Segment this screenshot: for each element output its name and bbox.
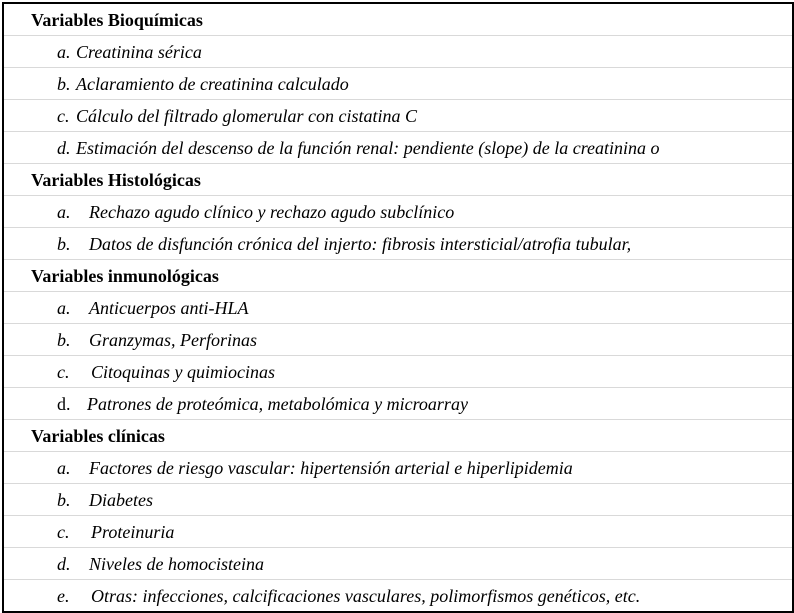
item-marker: a.: [57, 458, 71, 478]
list-item: [4, 516, 792, 548]
list-item: [4, 100, 792, 132]
list-item: [4, 36, 792, 68]
item-text: Datos de disfunción crónica del injerto: fibrosis intersticial/atrofia tubular,: [89, 234, 632, 254]
list-item: [4, 228, 792, 260]
item-text: Rechazo agudo clínico y rechazo agudo subclínico: [89, 202, 455, 222]
item-marker: a.: [57, 202, 71, 222]
item-text: Granzymas, Perforinas: [89, 330, 258, 350]
item-marker: b.: [57, 490, 71, 510]
section-heading-bioquimicas: Variables Bioquímicas: [4, 4, 792, 36]
item-marker: c.: [57, 522, 70, 542]
item-marker: b.: [57, 234, 71, 254]
item-marker: c.: [57, 362, 70, 382]
item-marker: a.: [57, 298, 71, 318]
item-marker: a.: [57, 42, 71, 62]
list-item: [4, 452, 792, 484]
list-item: [4, 356, 792, 388]
item-marker: b.: [57, 330, 71, 350]
list-item: [4, 484, 792, 516]
item-text: Cálculo del filtrado glomerular con cistatina C: [76, 106, 417, 126]
item-text: Creatinina sérica: [76, 42, 202, 62]
section-heading-histologicas: Variables Histológicas: [4, 164, 792, 196]
list-item: [4, 580, 792, 612]
list-item: [4, 548, 792, 580]
item-marker: d.: [57, 554, 71, 574]
list-item: [4, 388, 792, 420]
section-heading-inmunologicas: Variables inmunológicas: [4, 260, 792, 292]
item-text: Patrones de proteómica, metabolómica y microarray: [87, 394, 468, 414]
section-heading-clinicas: Variables clínicas: [4, 420, 792, 452]
list-item: [4, 324, 792, 356]
list-item: [4, 132, 792, 164]
item-text: Otras: infecciones, calcificaciones vasculares, polimorfismos genéticos, etc.: [91, 586, 641, 606]
list-item: [4, 292, 792, 324]
item-text: Aclaramiento de creatinina calculado: [76, 74, 349, 94]
item-marker: d.: [57, 394, 71, 414]
list-item: [4, 68, 792, 100]
item-text: Diabetes: [89, 490, 153, 510]
variables-table: [2, 2, 794, 613]
item-marker: d.: [57, 138, 71, 158]
item-text: Factores de riesgo vascular: hipertensión arterial e hiperlipidemia: [89, 458, 573, 478]
item-text: Citoquinas y quimiocinas: [91, 362, 275, 382]
item-marker: b.: [57, 74, 71, 94]
item-text: Estimación del descenso de la función renal: pendiente (slope) de la creatinina o: [76, 138, 660, 158]
item-text: Proteinuria: [91, 522, 175, 542]
item-marker: e.: [57, 586, 70, 606]
item-marker: c.: [57, 106, 70, 126]
list-item: [4, 196, 792, 228]
item-text: Niveles de homocisteina: [89, 554, 264, 574]
item-text: Anticuerpos anti-HLA: [89, 298, 249, 318]
